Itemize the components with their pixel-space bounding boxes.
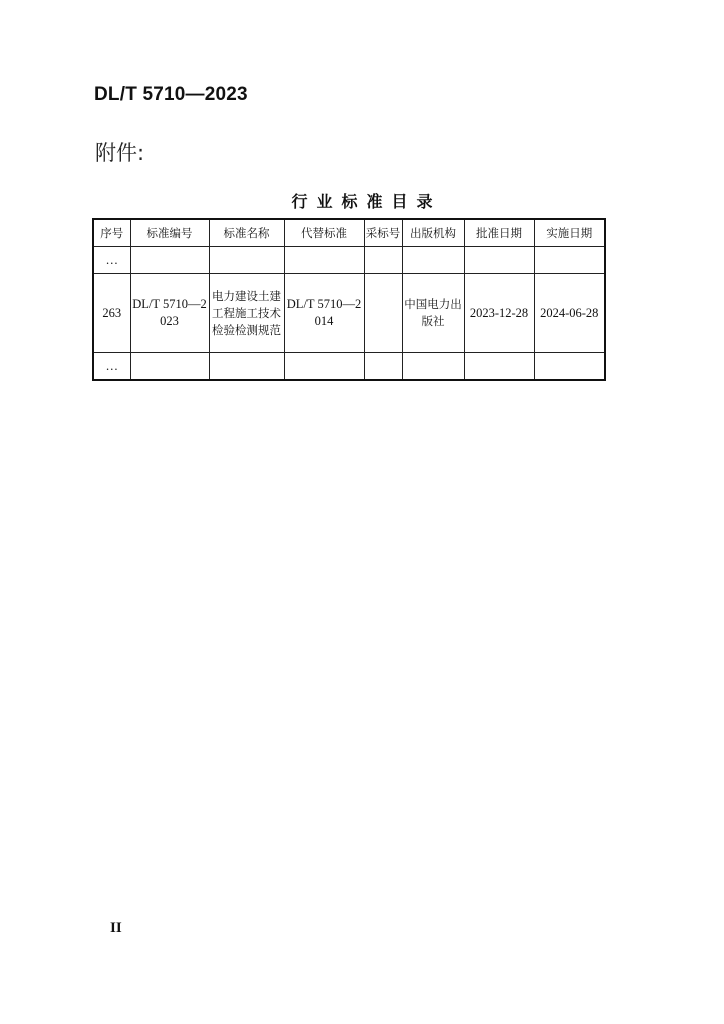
- empty-cell: [130, 353, 209, 381]
- empty-cell: [209, 247, 284, 274]
- row-seq-ellipsis: …: [93, 353, 130, 381]
- header-standard-no: 标准编号: [130, 219, 209, 247]
- empty-cell: [402, 353, 464, 381]
- table-row: [93, 247, 605, 274]
- empty-cell: [209, 353, 284, 381]
- empty-cell: [534, 247, 605, 274]
- header-implementation-date: 实施日期: [534, 219, 605, 247]
- header-adopted-no: 采标号: [364, 219, 402, 247]
- row-adopted-no: [364, 274, 402, 353]
- page-number: II: [110, 920, 122, 936]
- table-row: [93, 274, 605, 353]
- empty-cell: [464, 353, 534, 381]
- header-seq: 序号: [93, 219, 130, 247]
- empty-cell: [402, 247, 464, 274]
- standards-catalog-table: [92, 218, 606, 381]
- empty-cell: [364, 353, 402, 381]
- row-approval-date: 2023-12-28: [464, 274, 534, 353]
- empty-cell: [534, 353, 605, 381]
- empty-cell: [364, 247, 402, 274]
- table-row: [93, 353, 605, 381]
- attachment-label: 附件:: [95, 141, 145, 165]
- table-header-row: [93, 219, 605, 247]
- row-implementation-date: 2024-06-28: [534, 274, 605, 353]
- row-seq: 263: [93, 274, 130, 353]
- header-standard-name: 标准名称: [209, 219, 284, 247]
- header-approval-date: 批准日期: [464, 219, 534, 247]
- table-title: 行业标准目录: [291, 192, 442, 211]
- standard-code-header: DL/T 5710—2023: [94, 84, 248, 105]
- row-replaces: DL/T 5710—2014: [284, 274, 364, 353]
- row-standard-no: DL/T 5710—2023: [130, 274, 209, 353]
- header-replaces: 代替标准: [284, 219, 364, 247]
- empty-cell: [284, 353, 364, 381]
- row-seq-ellipsis: …: [93, 247, 130, 274]
- row-standard-name: 电力建设土建工程施工技术检验检测规范: [209, 274, 284, 353]
- row-publisher: 中国电力出版社: [402, 274, 464, 353]
- empty-cell: [130, 247, 209, 274]
- empty-cell: [284, 247, 364, 274]
- header-publisher: 出版机构: [402, 219, 464, 247]
- empty-cell: [464, 247, 534, 274]
